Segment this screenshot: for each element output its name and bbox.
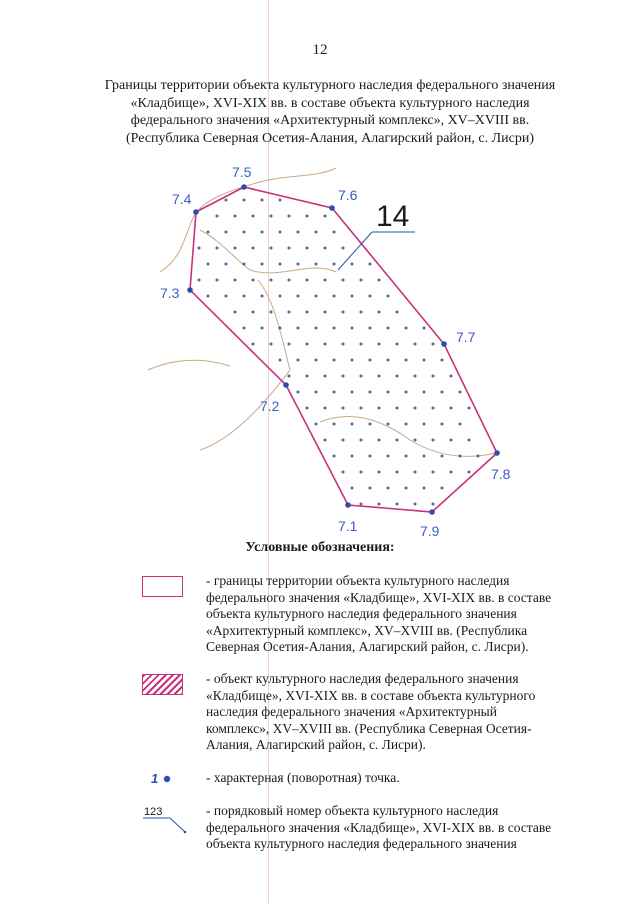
burial-mark [323, 374, 326, 377]
turning-point-dot [494, 450, 500, 456]
burial-mark [251, 310, 254, 313]
burial-mark [359, 406, 362, 409]
burial-mark [440, 358, 443, 361]
burial-mark [305, 310, 308, 313]
burial-mark [350, 326, 353, 329]
legend-item-number [140, 803, 610, 855]
boundary-symbol [140, 573, 200, 613]
burial-mark [377, 342, 380, 345]
turning-point-label: 7.7 [456, 329, 476, 345]
title-line: «Кладбище», XVI-XIX вв. в составе объекта культурного наследия [130, 95, 530, 111]
turning-point-dot [283, 382, 289, 388]
burial-mark [368, 262, 371, 265]
turning-point-dot [345, 502, 351, 508]
burial-mark [260, 326, 263, 329]
burial-mark [395, 342, 398, 345]
burial-mark [422, 486, 425, 489]
turning-point-label: 7.9 [420, 523, 440, 539]
contour-line [160, 168, 336, 272]
burial-mark [377, 310, 380, 313]
burial-mark [305, 246, 308, 249]
leader-end-dot-icon [184, 831, 187, 834]
burial-mark [269, 246, 272, 249]
contour-line [200, 230, 336, 273]
burial-mark [440, 390, 443, 393]
legend-line: - границы территории объекта культурного наследия [206, 573, 510, 588]
burial-mark [224, 294, 227, 297]
burial-mark [224, 198, 227, 201]
burial-mark [449, 406, 452, 409]
burial-mark [287, 342, 290, 345]
burial-mark [314, 390, 317, 393]
burial-mark [260, 198, 263, 201]
burial-mark [359, 342, 362, 345]
burial-area-marks [197, 198, 479, 505]
burial-mark [206, 262, 209, 265]
burial-mark [314, 326, 317, 329]
leader-line-symbol [140, 803, 200, 843]
burial-mark [386, 390, 389, 393]
burial-mark [404, 454, 407, 457]
burial-mark [305, 278, 308, 281]
legend-text [206, 803, 596, 853]
burial-mark [368, 422, 371, 425]
turning-point-label: 7.8 [491, 466, 511, 482]
burial-mark [440, 422, 443, 425]
burial-mark [422, 358, 425, 361]
burial-mark [296, 326, 299, 329]
turning-point-label: 7.5 [232, 164, 252, 180]
burial-mark [431, 470, 434, 473]
legend-heading: Условные обозначения: [245, 540, 395, 555]
burial-mark [287, 246, 290, 249]
burial-mark [314, 262, 317, 265]
burial-mark [350, 358, 353, 361]
turning-point-dot [241, 184, 247, 190]
burial-mark [458, 422, 461, 425]
burial-mark [404, 326, 407, 329]
legend-line: - характерная (поворотная) точка. [206, 770, 400, 785]
burial-mark [395, 310, 398, 313]
burial-mark [368, 486, 371, 489]
burial-mark [413, 374, 416, 377]
turning-point-dot [193, 209, 199, 215]
burial-mark [287, 310, 290, 313]
burial-mark [233, 214, 236, 217]
burial-mark [395, 406, 398, 409]
burial-mark [233, 278, 236, 281]
contour-line [200, 280, 290, 450]
burial-mark [314, 230, 317, 233]
number-symbol-label: 123 [144, 806, 163, 818]
burial-mark [386, 486, 389, 489]
burial-mark [323, 214, 326, 217]
legend-line: объекта культурного наследия федерального значения [206, 606, 517, 621]
burial-mark [359, 470, 362, 473]
legend-line: федерального значения «Кладбище», XVI-XIX вв. в составе [206, 589, 552, 605]
turning-point-dot [429, 509, 435, 515]
legend-item-boundary [140, 573, 610, 659]
burial-mark [287, 278, 290, 281]
burial-mark [341, 278, 344, 281]
burial-mark [359, 502, 362, 505]
burial-mark [368, 358, 371, 361]
turning-points [160, 164, 511, 539]
burial-mark [296, 358, 299, 361]
turning-point-label: 7.2 [260, 398, 280, 414]
burial-mark [350, 390, 353, 393]
burial-mark [242, 198, 245, 201]
burial-mark [278, 230, 281, 233]
burial-mark [422, 454, 425, 457]
burial-mark [215, 214, 218, 217]
territory-boundary [190, 187, 497, 512]
burial-mark [242, 262, 245, 265]
burial-mark [305, 374, 308, 377]
burial-mark [260, 294, 263, 297]
burial-mark [395, 438, 398, 441]
burial-mark [377, 406, 380, 409]
hatched-box-symbol [142, 674, 183, 695]
burial-mark [386, 422, 389, 425]
burial-mark [341, 342, 344, 345]
legend-line: «Кладбище», XVI-XIX вв. в составе объекта культурного [206, 687, 536, 703]
burial-mark [404, 486, 407, 489]
burial-mark [368, 294, 371, 297]
burial-mark [332, 390, 335, 393]
legend-line: комплекс», XV–XVIII вв. (Республика Северная Осетия- [206, 720, 532, 736]
legend-item-point [140, 770, 610, 790]
burial-mark [260, 262, 263, 265]
burial-mark [296, 294, 299, 297]
burial-mark [368, 454, 371, 457]
burial-mark [449, 438, 452, 441]
burial-mark [323, 342, 326, 345]
document-title [60, 77, 600, 147]
point-symbol [140, 770, 200, 790]
burial-mark [332, 422, 335, 425]
burial-mark [377, 502, 380, 505]
legend-text [206, 573, 596, 656]
legend-text [206, 770, 596, 787]
burial-mark [476, 454, 479, 457]
legend-line: федерального значения «Кладбище», XVI-XIX вв. в составе [206, 819, 552, 835]
burial-mark [368, 390, 371, 393]
burial-mark [332, 262, 335, 265]
burial-mark [467, 406, 470, 409]
burial-mark [404, 390, 407, 393]
burial-mark [395, 374, 398, 377]
burial-mark [323, 310, 326, 313]
burial-mark [431, 374, 434, 377]
page-number: 12 [312, 42, 328, 58]
burial-mark [332, 454, 335, 457]
burial-mark [251, 278, 254, 281]
burial-mark [323, 278, 326, 281]
burial-mark [395, 470, 398, 473]
burial-mark [332, 294, 335, 297]
burial-mark [386, 294, 389, 297]
burial-mark [458, 454, 461, 457]
burial-mark [224, 230, 227, 233]
turning-point-dot [187, 287, 193, 293]
legend-line: - объект культурного наследия федерального значения [206, 671, 519, 686]
burial-mark [404, 358, 407, 361]
burial-mark [323, 246, 326, 249]
turning-point-label: 7.4 [172, 191, 192, 207]
burial-mark [341, 310, 344, 313]
burial-mark [377, 278, 380, 281]
burial-mark [341, 438, 344, 441]
burial-mark [413, 406, 416, 409]
burial-mark [287, 214, 290, 217]
burial-mark [206, 294, 209, 297]
burial-mark [269, 342, 272, 345]
burial-mark [350, 422, 353, 425]
burial-mark [404, 422, 407, 425]
hatched-symbol [140, 671, 200, 711]
burial-mark [431, 502, 434, 505]
burial-mark [350, 486, 353, 489]
turning-point-label: 7.1 [338, 518, 358, 534]
burial-mark [341, 470, 344, 473]
title-line: Границы территории объекта культурного наследия федерального значения [104, 78, 556, 93]
burial-mark [251, 246, 254, 249]
burial-mark [296, 230, 299, 233]
burial-mark [278, 294, 281, 297]
turning-point-label: 7.6 [338, 187, 358, 203]
burial-mark [206, 230, 209, 233]
burial-mark [296, 390, 299, 393]
burial-mark [260, 230, 263, 233]
object-number-leader [338, 200, 415, 270]
legend-line: Северная Осетия-Алания, Алагирский район, с. Лисри). [206, 639, 529, 654]
burial-mark [233, 246, 236, 249]
burial-mark [413, 502, 416, 505]
boundary-box-symbol [142, 576, 183, 597]
burial-mark [314, 358, 317, 361]
burial-mark [278, 262, 281, 265]
burial-mark [350, 262, 353, 265]
contour-line [320, 416, 500, 456]
turning-point-symbol [140, 770, 200, 790]
burial-mark [197, 278, 200, 281]
burial-mark [359, 310, 362, 313]
burial-mark [413, 342, 416, 345]
burial-mark [458, 390, 461, 393]
burial-mark [242, 326, 245, 329]
legend-text [206, 671, 596, 754]
point-symbol-label: 1 [151, 771, 159, 786]
burial-mark [386, 454, 389, 457]
burial-mark [440, 454, 443, 457]
burial-mark [314, 294, 317, 297]
burial-mark [377, 374, 380, 377]
turning-point-dot [329, 205, 335, 211]
legend-line: Алания, Алагирский район, с. Лисри). [206, 737, 426, 752]
burial-mark [305, 406, 308, 409]
legend-line: - порядковый номер объекта культурного наследия [206, 803, 499, 818]
burial-mark [467, 438, 470, 441]
burial-mark [233, 310, 236, 313]
burial-mark [332, 358, 335, 361]
site-boundary-map [140, 160, 540, 539]
burial-mark [332, 326, 335, 329]
burial-mark [359, 278, 362, 281]
burial-mark [269, 278, 272, 281]
legend-line: «Архитектурный комплекс», XV–XVIII вв. (Республика [206, 622, 528, 638]
burial-mark [305, 342, 308, 345]
turning-point-dot [441, 341, 447, 347]
burial-mark [386, 358, 389, 361]
burial-mark [287, 374, 290, 377]
burial-mark [296, 262, 299, 265]
burial-mark [413, 438, 416, 441]
burial-mark [242, 230, 245, 233]
burial-mark [224, 262, 227, 265]
title-line: федерального значения «Архитектурный комплекс», XV–XVIII вв. [130, 113, 530, 128]
burial-mark [341, 374, 344, 377]
burial-mark [305, 214, 308, 217]
point-dot-icon [164, 776, 170, 782]
burial-mark [368, 326, 371, 329]
title-line: (Республика Северная Осетия-Алания, Алагирский район, с. Лисри) [126, 130, 534, 146]
burial-mark [278, 198, 281, 201]
burial-mark [413, 470, 416, 473]
burial-mark [332, 230, 335, 233]
burial-mark [395, 502, 398, 505]
burial-mark [251, 342, 254, 345]
burial-mark [278, 358, 281, 361]
burial-mark [341, 406, 344, 409]
burial-mark [449, 374, 452, 377]
burial-mark [242, 294, 245, 297]
turning-point-label: 7.3 [160, 285, 180, 301]
burial-mark [359, 374, 362, 377]
burial-mark [197, 246, 200, 249]
burial-mark [350, 454, 353, 457]
burial-mark [449, 470, 452, 473]
legend-line: наследия федерального значения «Архитектурный [206, 704, 497, 719]
burial-mark [269, 214, 272, 217]
burial-mark [377, 438, 380, 441]
burial-mark [431, 406, 434, 409]
burial-mark [215, 246, 218, 249]
burial-mark [314, 422, 317, 425]
burial-mark [269, 310, 272, 313]
burial-mark [422, 326, 425, 329]
burial-mark [431, 342, 434, 345]
burial-mark [377, 470, 380, 473]
burial-mark [251, 214, 254, 217]
burial-mark [323, 438, 326, 441]
legend-line: объекта культурного наследия федерального значения [206, 836, 517, 851]
object-number-label: 14 [376, 200, 410, 233]
number-leader-symbol [140, 803, 200, 843]
burial-mark [422, 422, 425, 425]
burial-mark [323, 406, 326, 409]
burial-mark [341, 246, 344, 249]
burial-mark [350, 294, 353, 297]
burial-mark [215, 278, 218, 281]
burial-mark [422, 390, 425, 393]
burial-mark [386, 326, 389, 329]
contour-line [148, 360, 230, 370]
legend-item-object [140, 671, 610, 757]
burial-mark [440, 486, 443, 489]
burial-mark [359, 438, 362, 441]
burial-mark [431, 438, 434, 441]
burial-mark [467, 470, 470, 473]
